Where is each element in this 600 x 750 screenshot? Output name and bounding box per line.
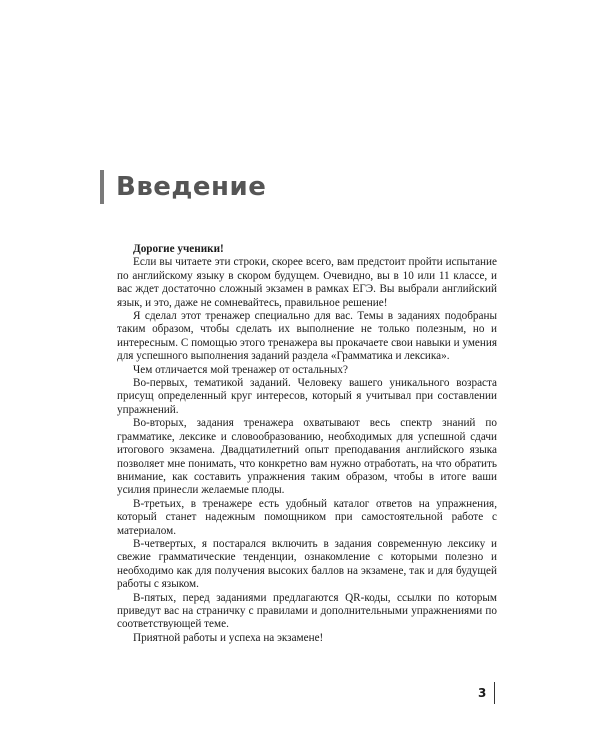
paragraph-7: В-четвертых, я постарался включить в задания современную лексику и свежие грамматические тенденции, ознакомление с которыми полезно и необходимо как для получения высоких баллов на экзамене, так и для будущей работы с языком. xyxy=(117,537,497,591)
paragraph-5: Во-вторых, задания тренажера охватывают весь спектр знаний по грамматике, лексике и словообразованию, необходимых для успешной сдачи итогового экзамена. Двадцатилетний опыт преподавания английского языка позволяет мне понимать, что конкретно вам нужно отработать, на что обратить внимание, как составить упражнения таким образом, чтобы в итоге ваши усилия принесли желаемые плоды. xyxy=(117,417,497,497)
footer-divider xyxy=(494,682,495,704)
paragraph-6: В-третьих, в тренажере есть удобный каталог ответов на упражнения, который станет надежным помощником при самостоятельной работе с материалом. xyxy=(117,497,497,537)
chapter-heading xyxy=(100,170,266,204)
page-title: Введение xyxy=(116,172,267,202)
page-footer xyxy=(478,682,495,704)
introduction-text xyxy=(117,243,497,645)
paragraph-3: Чем отличается мой тренажер от остальных? xyxy=(133,363,348,376)
greeting: Дорогие ученики! xyxy=(133,243,224,255)
paragraph-8: В-пятых, перед заданиями предлагаются QR-коды, ссылки по которым приведут вас на страничку с правилами и дополнительными упражнениями по соответствующей теме. xyxy=(117,591,497,631)
page-number: 3 xyxy=(478,686,487,700)
paragraph-2: Я сделал этот тренажер специально для вас. Темы в заданиях подобраны таким образом, чтобы сделать их выполнение не только полезным, но и интересным. С помощью этого тренажера вы прокачаете свои навыки и умения для успешного выполнения заданий раздела «Грамматика и лексика». xyxy=(117,310,497,363)
paragraph-4: Во-первых, тематикой заданий. Человеку вашего уникального возраста присущ определенный круг интересов, который я учитывал при составлении упражнений. xyxy=(117,377,497,416)
paragraph-1: Если вы читаете эти строки, скорее всего, вам предстоит пройти испытание по английскому языку в скором будущем. Очевидно, вы в 10 или 11 классе, и вас ждет достаточно сложный экзамен в рамках ЕГЭ. Вы выбрали английский язык, и это, даже не сомневайтесь, правильное решение! xyxy=(117,256,497,309)
heading-accent-bar xyxy=(100,170,104,204)
paragraph-9: Приятной работы и успеха на экзамене! xyxy=(133,631,324,644)
